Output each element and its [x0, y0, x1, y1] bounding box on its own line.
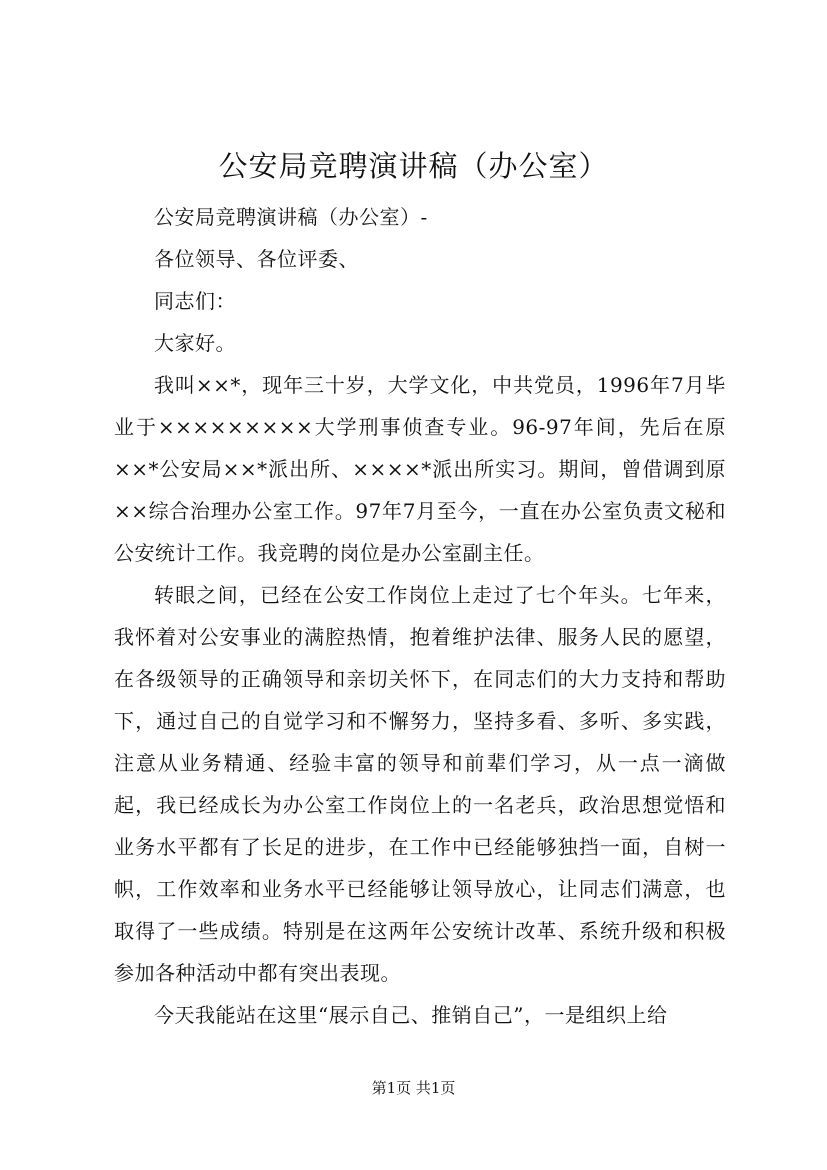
- paragraph-salutation-comrades: 同志们：: [154, 289, 236, 313]
- paragraph-subtitle: 公安局竞聘演讲稿（办公室）-: [154, 205, 428, 229]
- paragraph-introduction: 我叫××*，现年三十岁，大学文化，中共党员，1996年7月毕业于×××××××××大学刑事侦查专业。96-97年间，先后在原××*公安局××*派出所、××××*派出所实习。期间，曾借调到原××综合治理办公室工作。97年7月至今，一直在办公室负责文秘和公安统计工作。我竞聘的岗位是办公室副主任。: [114, 373, 726, 565]
- document-title: 公安局竞聘演讲稿（办公室）: [218, 149, 609, 183]
- page-number: 第1页 共1页: [371, 1079, 456, 1097]
- paragraph-salutation-leaders: 各位领导、各位评委、: [154, 247, 359, 271]
- paragraph-experience: 转眼之间，已经在公安工作岗位上走过了七个年头。七年来，我怀着对公安事业的满腔热情，抱着维护法律、服务人民的愿望，在各级领导的正确领导和亲切关怀下，在同志们的大力支持和帮助下，通过自己的自觉学习和不懈努力，坚持多看、多听、多实践，注意从业务精通、经验丰富的领导和前辈们学习，从一点一滴做起，我已经成长为办公室工作岗位上的一名老兵，政治思想觉悟和业务水平都有了长足的进步，在工作中已经能够独挡一面，自树一帜，工作效率和业务水平已经能够让领导放心，让同志们满意，也取得了一些成绩。特别是在这两年公安统计改革、系统升级和积极参加各种活动中都有突出表现。: [114, 583, 726, 985]
- document-body: [114, 196, 726, 1036]
- paragraph-closing-start: 今天我能站在这里“展示自己、推销自己”，一是组织上给: [154, 1003, 668, 1027]
- paragraph-greeting: 大家好。: [154, 331, 236, 355]
